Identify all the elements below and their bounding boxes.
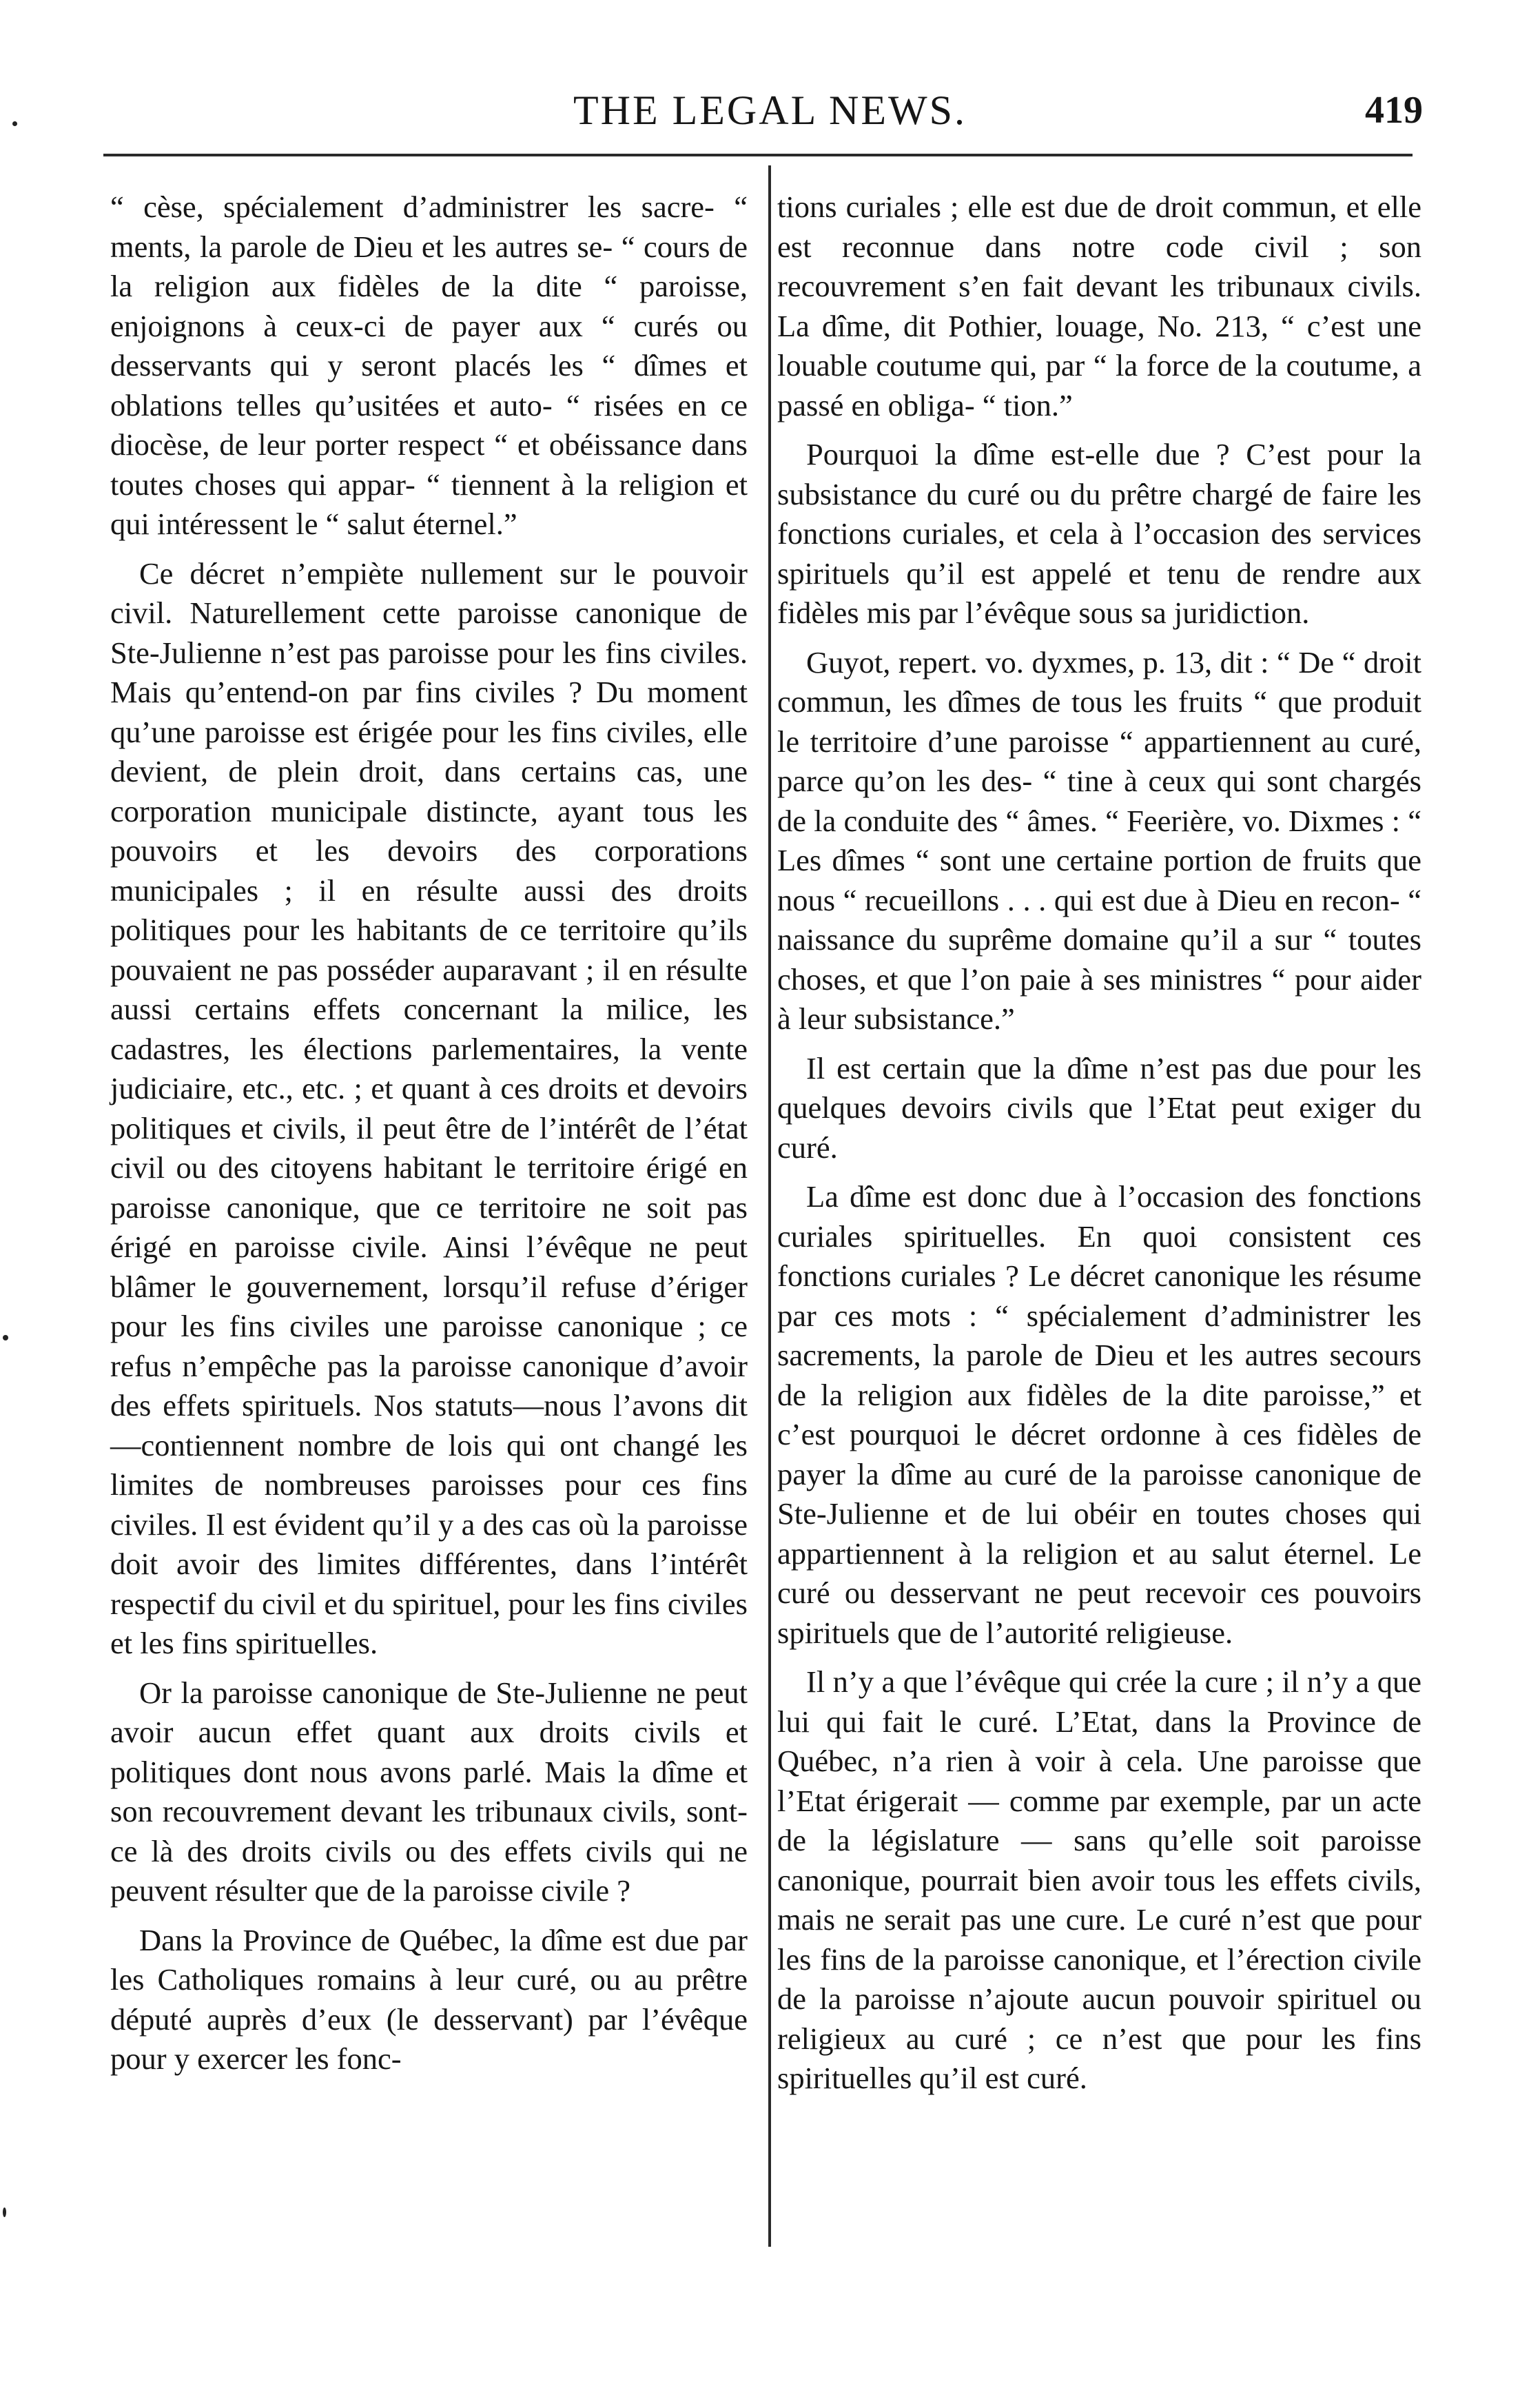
journal-title: THE LEGAL NEWS. — [573, 88, 967, 133]
column-divider — [768, 165, 771, 2247]
right-paragraph-4: Il est certain que la dîme n’est pas due pour les quelques devoirs civils que l’Etat peut exiger du curé. — [777, 1050, 1421, 1165]
left-column — [110, 187, 748, 2089]
right-column — [777, 187, 1421, 2108]
left-paragraph-4: Dans la Province de Québec, la dîme est due par les Catholiques romains à leur curé, ou au prêtre député auprès d’eux (le desservant) par l’évêque pour y exercer les fonc- — [110, 1922, 748, 2076]
right-paragraph-5: La dîme est donc due à l’occasion des fonctions curiales spirituelles. En quoi consistent ces fonctions curiales ? Le décret canonique les résume par ces mots : “ spécialement d’administrer les sacrements, la parole de Dieu et les autres secours de la religion aux fidèles de la dite paroisse,” et c’est pourquoi le décret ordonne à ces fidèles de payer la dîme au curé de la paroisse canonique de Ste-Julienne et de lui obéir en toutes choses qui appartiennent à la religion et au salut éternel. Le curé ou desservant ne peut recevoir ces pouvoirs spirituels que de l’autorité religieuse. — [777, 1179, 1421, 1650]
header-rule — [103, 154, 1413, 156]
right-paragraph-2: Pourquoi la dîme est-elle due ? C’est pour la subsistance du curé ou du prêtre chargé de faire les fonctions curiales, et cela à l’occasion des services spirituels qu’il est appelé et tenu de rendre aux fidèles mis par l’évêque sous sa juridiction. — [777, 437, 1421, 630]
left-paragraph-3: Or la paroisse canonique de Ste-Julienne ne peut avoir aucun effet quant aux droits civils et politiques dont nous avons parlé. Mais la dîme et son recouvrement devant les tribunaux civils, sont-ce là des droits civils ou des effets civils qui ne peuvent résulter que de la paroisse civile ? — [110, 1675, 748, 1908]
left-paragraph-2: Ce décret n’empiète nullement sur le pouvoir civil. Naturellement cette paroisse canonique de Ste-Julienne n’est pas paroisse pour les fins civiles. Mais qu’entend-on par fins civiles ? Du moment qu’une paroisse est érigée pour les fins civiles, elle devient, de plein droit, dans certains cas, une corporation municipale distincte, ayant tous les pouvoirs et les devoirs des corporations municipales ; il en résulte aussi des droits politiques pour les habitants de ce territoire qu’ils pouvaient ne pas posséder auparavant ; il en résulte aussi certains effets concernant la milice, les cadastres, les élections parlementaires, la vente judiciaire, etc., etc. ; et quant à ces droits et devoirs politiques et civils, il peut être de l’intérêt de l’état civil ou des citoyens habitant le territoire érigé en paroisse canonique, que ce territoire ne soit pas érigé en paroisse civile. Ainsi l’évêque ne peut blâmer le gouvernement, lorsqu’il refuse d’ériger pour les fins civiles une paroisse canonique ; ce refus n’empêche pas la paroisse canonique d’avoir des effets spirituels. Nos statuts—nous l’avons dit—contiennent nombre de lois qui ont changé les limites de nombreuses paroisses pour ces fins civiles. Il est évident qu’il y a des cas où la paroisse doit avoir des limites différentes, dans l’intérêt respectif du civil et du spirituel, pour les fins civiles et les fins spirituelles. — [110, 555, 748, 1660]
left-paragraph-1: “ cèse, spécialement d’administrer les sacre- “ ments, la parole de Dieu et les autres se- “ cours de la religion aux fidèles de la dite “ paroisse, enjoignons à ceux-ci de payer aux “ curés ou desservants qui y seront placés les “ dîmes et oblations telles qu’usitées et auto- “ risées en ce diocèse, de leur porter respect “ et obéissance dans toutes choses qui appar- “ tiennent à la religion et qui intéressent le “ salut éternel.” — [110, 190, 748, 541]
margin-speck — [3, 2207, 6, 2217]
right-paragraph-1: tions curiales ; elle est due de droit commun, et elle est reconnue dans notre code civil ; son recouvrement s’en fait devant les tribunaux civils. La dîme, dit Pothier, louage, No. 213, “ c’est une louable coutume qui, par “ la force de la coutume, a passé en obliga- “ tion.” — [777, 190, 1421, 422]
page-number: 419 — [1365, 89, 1423, 132]
right-paragraph-6: Il n’y a que l’évêque qui crée la cure ; il n’y a que lui qui fait le curé. L’Etat, dans la Province de Québec, n’a rien à voir à cela. Une paroisse que l’Etat érigerait — comme par exemple, par un acte de la législature — sans qu’elle soit paroisse canonique, pourrait bien avoir tous les effets civils, mais ne serait pas une cure. Le curé n’est que pour les fins de la paroisse canonique, et l’érection civile de la paroisse n’ajoute aucun pouvoir spirituel ou religieux au curé ; ce n’est que pour les fins spirituelles qu’il est curé. — [777, 1664, 1421, 2095]
margin-speck — [3, 1335, 8, 1340]
right-paragraph-3: Guyot, repert. vo. dyxmes, p. 13, dit : “ De “ droit commun, les dîmes de tous les fruits “ que produit le territoire d’une paroisse “ appartiennent au curé, parce qu’on les des- “ tine à ceux qui sont chargés de la conduite des “ âmes. “ Feerière, vo. Dixmes : “ Les dîmes “ sont une certaine portion de fruits que nous “ recueillons . . . qui est due à Dieu en recon- “ naissance du suprême domaine qu’il a sur “ toutes choses, et que l’on paie à ses ministres “ pour aider à leur subsistance.” — [777, 644, 1421, 1036]
margin-speck — [12, 121, 17, 126]
